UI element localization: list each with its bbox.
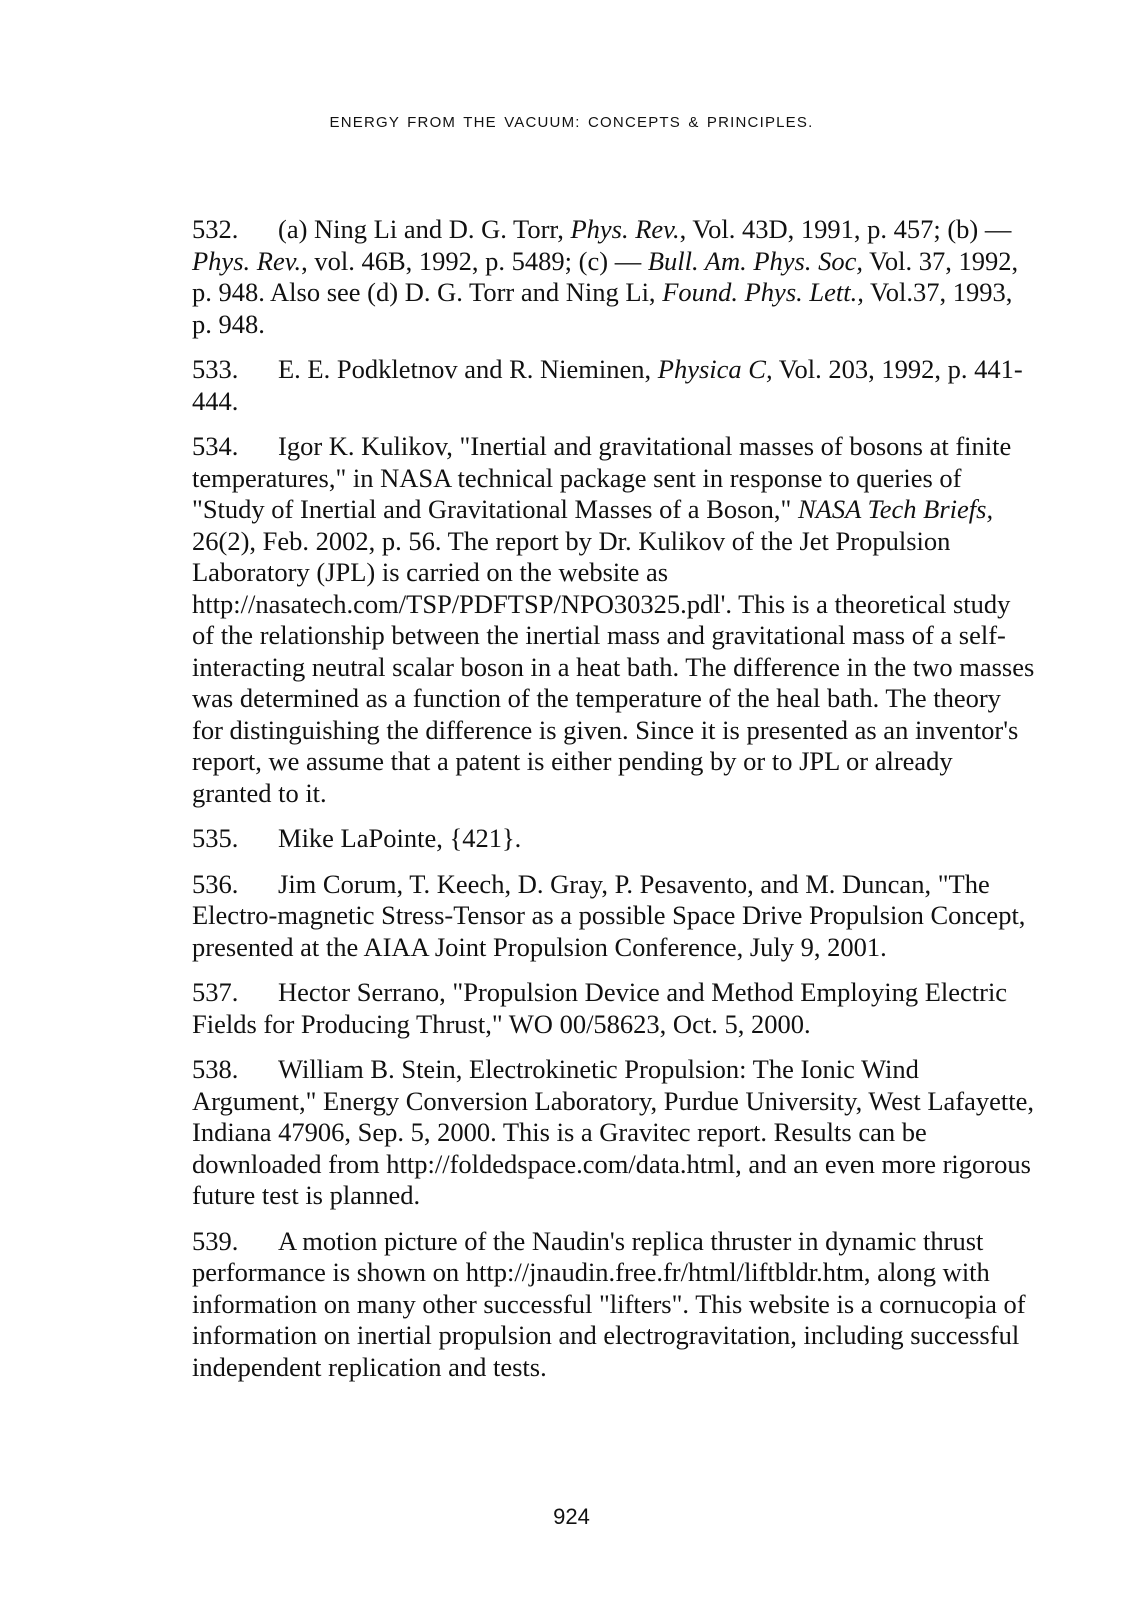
page-number: 924 bbox=[553, 1504, 590, 1529]
reference-535: 535. Mike LaPointe, {421}. bbox=[192, 823, 522, 853]
running-header: ENERGY FROM THE VACUUM: CONCEPTS & PRINCIPLES. bbox=[329, 114, 814, 131]
reference-number: 535. bbox=[192, 823, 239, 853]
reference-number: 538. bbox=[192, 1054, 239, 1084]
reference-534: 534. Igor K. Kulikov, "Inertial and gravitational masses of bosons at finite temperatures," in NASA technical package sent in response to queries of "Study of Inertial and Gravitational Masses of a Boson," NASA Tech Briefs, 26(2), Feb. 2002, p. 56. The report by Dr. Kulikov of the Jet Propulsion Laboratory (JPL) is carried on the website as http://nasatech.com/TSP/PDFTSP/NPO30325.pdl'. This is a theoretical study of the relationship between the inertial mass and gravitational mass of a self-interacting neutral scalar boson in a heat bath. The difference in the two masses was determined as a function of the temperature of the heal bath. The theory for distinguishing the difference is given. Since it is presented as an inventor's report, we assume that a patent is either pending by or to JPL or already granted to it. bbox=[192, 431, 1035, 808]
reference-538: 538. William B. Stein, Electrokinetic Propulsion: The Ionic Wind Argument," Energy Conversion Laboratory, Purdue University, West Lafayette, Indiana 47906, Sep. 5, 2000. This is a Gravitec report. Results can be downloaded from http://foldedspace.com/data.html, and an even more rigorous future test is planned. bbox=[192, 1054, 1035, 1210]
reference-number: 539. bbox=[192, 1225, 239, 1256]
reference-list bbox=[192, 214, 1037, 1397]
reference-number: 536. bbox=[192, 868, 239, 899]
reference-number: 532. bbox=[192, 214, 239, 244]
reference-number: 533. bbox=[192, 354, 239, 384]
reference-539: 539. A motion picture of the Naudin's replica thruster in dynamic thrust performance is shown on http://jnaudin.free.fr/html/liftbldr.htm, along with information on many other successful "lifters". This website is a cornucopia of information on inertial propulsion and electrogravitation, including successful independent replication and tests. bbox=[192, 1225, 1026, 1382]
reference-532: 532. (a) Ning Li and D. G. Torr, Phys. Rev., Vol. 43D, 1991, p. 457; (b) — Phys. Rev., vol. 46B, 1992, p. 5489; (c) — Bull. Am. Phys. Soc, Vol. 37, 1992, p. 948. Also see (d) D. G. Torr and Ning Li, Found. Phys. Lett., Vol.37, 1993, p. 948. bbox=[192, 214, 1019, 339]
reference-536: 536. Jim Corum, T. Keech, D. Gray, P. Pesavento, and M. Duncan, "The Electro-magnetic Stress-Tensor as a possible Space Drive Propulsion Concept, presented at the AIAA Joint Propulsion Conference, July 9, 2001. bbox=[192, 868, 1026, 962]
reference-533: 533. E. E. Podkletnov and R. Nieminen, Physica C, Vol. 203, 1992, p. 441-444. bbox=[192, 354, 1023, 416]
reference-number: 537. bbox=[192, 977, 239, 1007]
reference-number: 534. bbox=[192, 431, 239, 461]
reference-537: 537. Hector Serrano, "Propulsion Device and Method Employing Electric Fields for Producing Thrust," WO 00/58623, Oct. 5, 2000. bbox=[192, 977, 1008, 1039]
